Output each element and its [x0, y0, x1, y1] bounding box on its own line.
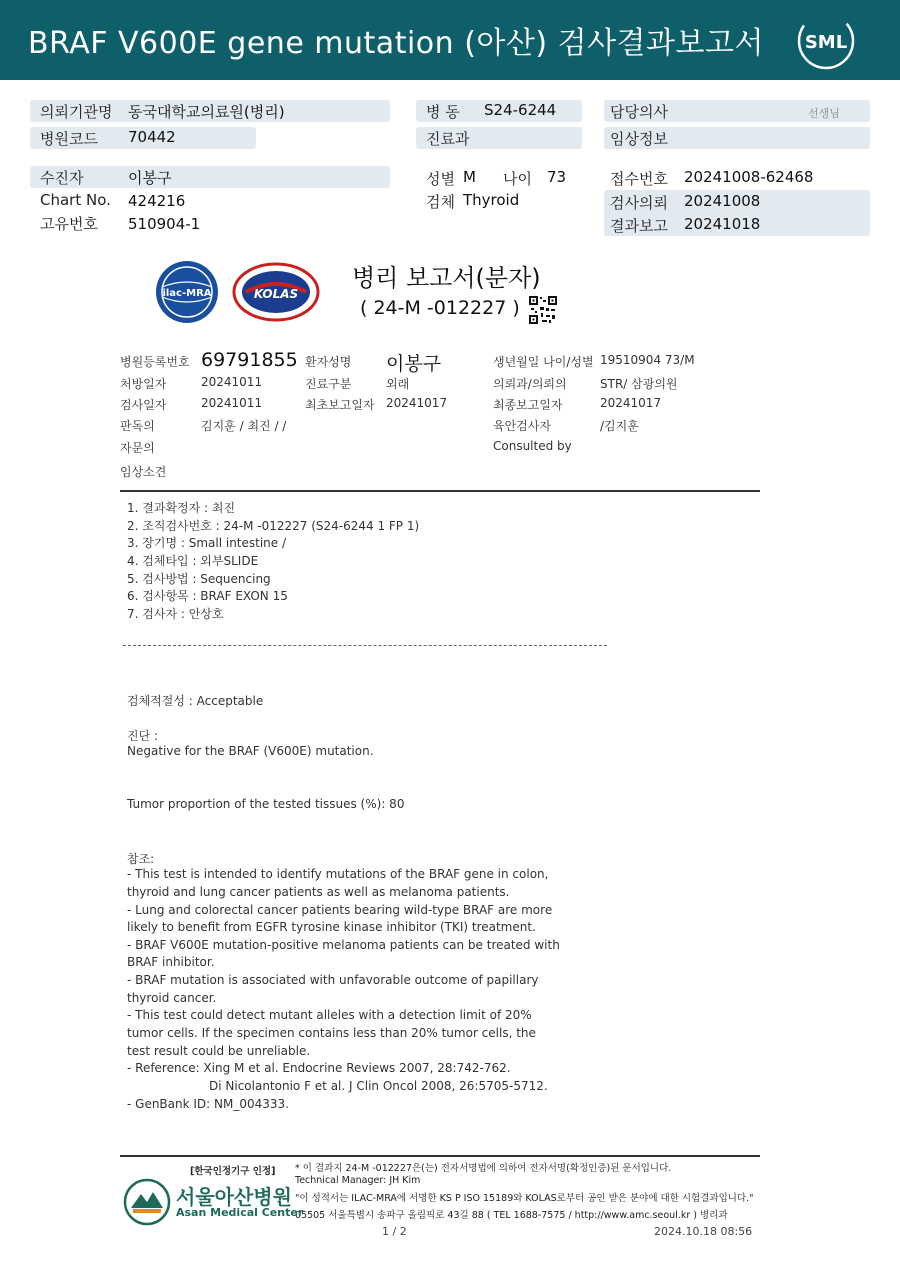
clinical-opinion-label: 임상소견 — [120, 465, 167, 479]
receipt-no-value: 20241008-62468 — [684, 168, 814, 186]
doctor-label: 담당의사 — [610, 103, 668, 121]
report-title: 병리 보고서(분자) — [352, 264, 541, 292]
sml-logo-text: SML — [804, 32, 848, 53]
ward-value: S24-6244 — [484, 101, 557, 119]
diagnosis-value: Negative for the BRAF (V600E) mutation. — [127, 744, 374, 758]
clinical-info-label: 임상정보 — [610, 130, 668, 148]
kolas-logo-icon — [232, 262, 320, 322]
note-line: BRAF inhibitor. — [127, 955, 215, 969]
result-item: 5. 검사방법 : Sequencing — [127, 572, 271, 586]
note-line: - Reference: Xing M et al. Endocrine Reviews 2007, 28:742-762. — [127, 1061, 511, 1075]
footer-line: Technical Manager: JH Kim — [295, 1175, 421, 1186]
page-number: 1 / 2 — [382, 1225, 407, 1238]
final-report-label: 최종보고일자 — [493, 398, 563, 412]
visit-type-value: 외래 — [386, 377, 410, 391]
result-item: 4. 검체타입 : 외부SLIDE — [127, 554, 259, 568]
note-line: thyroid and lung cancer patients as well as melanoma patients. — [127, 885, 510, 899]
hospital-code-label: 병원코드 — [40, 130, 98, 148]
age-value: 73 — [547, 168, 567, 186]
specimen-adequacy: 검체적절성 : Acceptable — [127, 694, 264, 708]
accreditation-label: [한국인정기구 인정] — [190, 1166, 276, 1177]
dashed-separator — [123, 645, 607, 646]
patient-label: 수진자 — [40, 169, 84, 187]
note-line: tumor cells. If the specimen contains less than 20% tumor cells, the — [127, 1026, 536, 1040]
ilac-mra-logo-icon — [154, 259, 220, 325]
patient-name-label: 환자성명 — [305, 355, 352, 369]
footer-line: 05505 서울특별시 송파구 올림픽로 43길 88 ( TEL 1688-7575 / http://www.amc.seoul.kr ) 병리과 — [295, 1210, 728, 1221]
dob-value: 19510904 73/M — [600, 353, 695, 367]
patient-value: 이봉구 — [128, 169, 172, 187]
patient-name-value: 이봉구 — [386, 353, 442, 375]
hospital-code-value: 70442 — [128, 128, 176, 146]
note-line: Di Nicolantonio F et al. J Clin Oncol 2008, 26:5705-5712. — [209, 1079, 548, 1093]
footer-line: * 이 결과지 24-M -012227은(는) 전자서명법에 의하여 전자서명(확정인증)된 문서입니다. — [295, 1163, 672, 1174]
patient-row — [30, 166, 390, 188]
result-date-label: 결과보고 — [610, 217, 668, 235]
result-item: 6. 검사항목 : BRAF EXON 15 — [127, 589, 288, 603]
tumor-proportion: Tumor proportion of the tested tissues (%): 80 — [127, 797, 405, 811]
note-line: - GenBank ID: NM_004333. — [127, 1097, 289, 1111]
first-report-value: 20241017 — [386, 396, 448, 410]
note-line: - BRAF mutation is associated with unfavorable outcome of papillary — [127, 973, 539, 987]
note-line: thyroid cancer. — [127, 991, 217, 1005]
footer-line: "이 성적서는 ILAC-MRA에 서명한 KS P ISO 15189와 KOLAS로부터 공인 받은 분야에 대한 시험결과입니다." — [295, 1193, 754, 1204]
sml-logo-icon — [795, 10, 857, 72]
result-date-value: 20241018 — [684, 215, 761, 233]
note-line: - Lung and colorectal cancer patients bearing wild-type BRAF are more — [127, 903, 553, 917]
result-item: 2. 조직검사번호 : 24-M -012227 (S24-6244 1 FP 1) — [127, 519, 420, 533]
diagnosis-label: 진단 : — [127, 729, 159, 743]
reg-no-label: 병원등록번호 — [120, 355, 190, 369]
rx-date-value: 20241011 — [201, 375, 263, 389]
age-label: 나이 — [503, 170, 532, 188]
chart-no-value: 424216 — [128, 192, 186, 210]
section-divider-bottom — [120, 1155, 760, 1157]
sex-value: M — [463, 168, 476, 186]
reader-value: 김지훈 / 최진 / / — [201, 419, 287, 433]
consultant-label: 자문의 — [120, 441, 155, 455]
note-line: - BRAF V600E mutation-positive melanoma patients can be treated with — [127, 938, 560, 952]
hospital-name: 서울아산병원 — [176, 1185, 292, 1209]
chart-no-label: Chart No. — [40, 191, 111, 209]
note-line: test result could be unreliable. — [127, 1044, 311, 1058]
gross-examiner-value: /김지훈 — [600, 419, 639, 433]
unique-no-value: 510904-1 — [128, 215, 201, 233]
specimen-label: 검체 — [426, 193, 455, 211]
first-report-label: 최초보고일자 — [305, 398, 375, 412]
institution-label: 의뢰기관명 — [40, 103, 113, 121]
unique-no-label: 고유번호 — [40, 215, 98, 233]
header-bar — [0, 0, 900, 80]
reader-label: 판독의 — [120, 419, 155, 433]
referral-label: 의뢰과/의뢰의 — [493, 377, 567, 391]
asan-medical-center-logo-icon — [123, 1178, 171, 1226]
rx-date-label: 처방일자 — [120, 377, 167, 391]
visit-type-label: 진료구분 — [305, 377, 352, 391]
gross-examiner-label: 육안검사자 — [493, 419, 551, 433]
reference-label: 참조: — [127, 852, 155, 866]
qr-code-icon — [528, 295, 558, 325]
printed-timestamp: 2024.10.18 08:56 — [654, 1225, 753, 1238]
final-report-value: 20241017 — [600, 396, 662, 410]
result-item: 3. 장기명 : Small intestine / — [127, 536, 287, 550]
sex-label: 성별 — [426, 170, 455, 188]
section-divider-top — [120, 490, 760, 492]
institution-value: 동국대학교의료원(병리) — [128, 103, 285, 121]
report-header-title: BRAF V600E gene mutation (아산) 검사결과보고서 — [28, 26, 764, 61]
ilac-mra-logo-text: ilac-MRA — [162, 288, 212, 299]
request-date-label: 검사의뢰 — [610, 194, 668, 212]
consulted-by-label: Consulted by — [493, 439, 572, 453]
note-line: likely to benefit from EGFR tyrosine kinase inhibitor (TKI) treatment. — [127, 920, 536, 934]
referral-value: STR/ 삼광의원 — [600, 377, 678, 391]
test-date-label: 검사일자 — [120, 398, 167, 412]
specimen-value: Thyroid — [463, 191, 520, 209]
doctor-suffix: 선생님 — [808, 107, 840, 120]
hospital-name-en: Asan Medical Center — [176, 1206, 304, 1219]
note-line: - This test could detect mutant alleles with a detection limit of 20% — [127, 1008, 532, 1022]
dob-label: 생년월일 나이/성별 — [493, 355, 594, 369]
report-number: ( 24-M -012227 ) — [360, 297, 520, 319]
kolas-logo-text: KOLAS — [253, 287, 299, 301]
receipt-no-label: 접수번호 — [610, 170, 668, 188]
dept-label: 진료과 — [426, 130, 470, 148]
note-line: - This test is intended to identify mutations of the BRAF gene in colon, — [127, 867, 549, 881]
result-item: 7. 검사자 : 안상호 — [127, 607, 224, 621]
result-item: 1. 결과확정자 : 최진 — [127, 501, 236, 515]
request-date-value: 20241008 — [684, 192, 761, 210]
reg-no-value: 69791855 — [201, 349, 298, 371]
ward-label: 병 동 — [426, 103, 460, 121]
test-date-value: 20241011 — [201, 396, 263, 410]
